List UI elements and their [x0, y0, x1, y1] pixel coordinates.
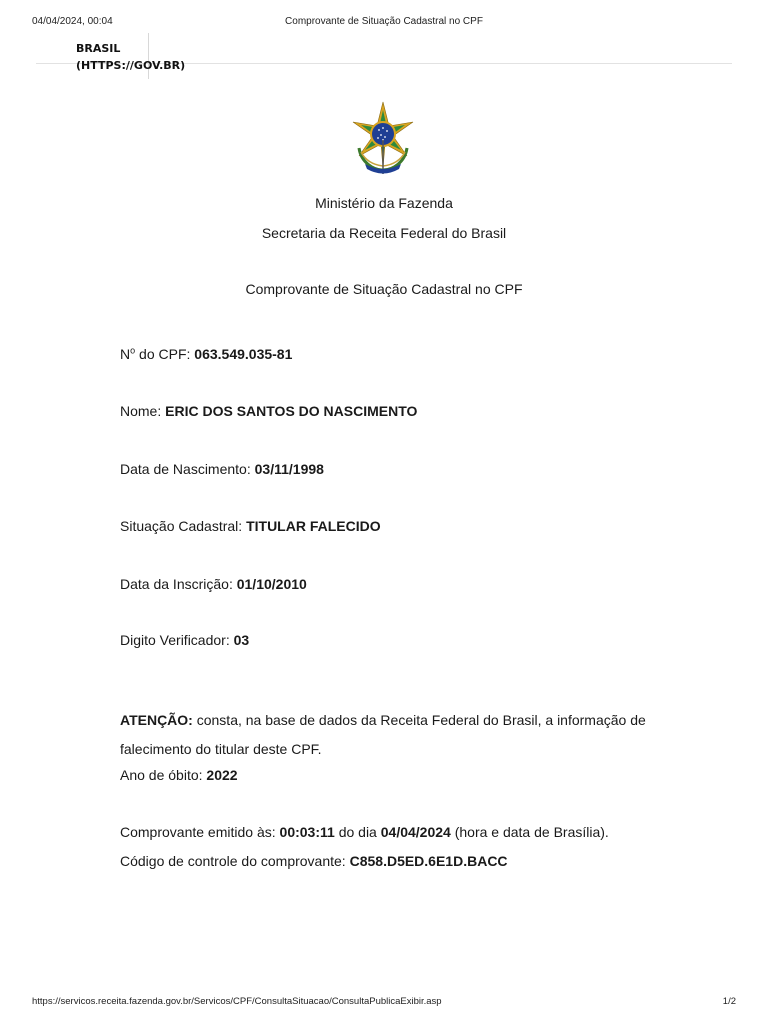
name-field: [120, 403, 417, 419]
attention-label: ATENÇÃO:: [120, 712, 193, 728]
govbr-home-link[interactable]: [76, 40, 186, 74]
check-digit-label: Digito Verificador:: [120, 632, 234, 648]
print-document-title: Comprovante de Situação Cadastral no CPF: [285, 16, 483, 27]
control-code-label: Código de controle do comprovante:: [120, 853, 350, 869]
registration-date-value: 01/10/2010: [236, 576, 307, 592]
emission-middle: do dia: [334, 824, 381, 840]
ministry-heading: Ministério da Fazenda: [315, 195, 453, 211]
print-datetime: 04/04/2024, 00:04: [32, 16, 113, 27]
control-code-value: C858.D5ED.6E1D.BACC: [349, 853, 508, 869]
emission-date: 04/04/2024: [380, 824, 451, 840]
name-label: Nome:: [120, 403, 166, 419]
footer-url: https://servicos.receita.fazenda.gov.br/Servicos/CPF/ConsultaSituacao/ConsultaPublicaExibir.asp: [32, 996, 442, 1007]
registration-date-label: Data da Inscrição:: [120, 576, 237, 592]
registration-status-field: [120, 518, 381, 534]
control-code-field: [120, 853, 508, 869]
cpf-field: [120, 346, 292, 362]
secretariat-heading: Secretaria da Receita Federal do Brasil: [261, 225, 507, 241]
registration-date-field: [120, 576, 307, 592]
emission-suffix: (hora e data de Brasília).: [450, 824, 609, 840]
govbr-link-line1: BRASIL: [76, 42, 121, 55]
birth-date-field: [120, 461, 324, 477]
document-title: Comprovante de Situação Cadastral no CPF: [245, 281, 523, 297]
emission-info: [120, 824, 609, 840]
brazil-coat-of-arms-icon: [345, 100, 421, 176]
registration-status-value: TITULAR FALECIDO: [246, 518, 381, 534]
registration-status-label: Situação Cadastral:: [120, 518, 247, 534]
emission-prefix: Comprovante emitido às:: [120, 824, 280, 840]
cpf-value: 063.549.035-81: [194, 346, 293, 362]
death-year-label: Ano de óbito:: [120, 767, 207, 783]
birth-date-value: 03/11/1998: [254, 461, 324, 477]
death-year-field: [120, 767, 238, 783]
name-value: ERIC DOS SANTOS DO NASCIMENTO: [165, 403, 418, 419]
birth-date-label: Data de Nascimento:: [120, 461, 255, 477]
footer-page-number: 1/2: [722, 996, 736, 1007]
emission-time: 00:03:11: [279, 824, 335, 840]
attention-notice: [120, 706, 680, 764]
cpf-label-sup: o: [130, 345, 136, 356]
attention-text: consta, na base de dados da Receita Federal do Brasil, a informação de falecimento do titular deste CPF.: [120, 712, 646, 757]
death-year-value: 2022: [206, 767, 238, 783]
check-digit-value: 03: [233, 632, 250, 648]
cpf-label-post: do CPF:: [135, 346, 195, 362]
cpf-label-pre: N: [120, 346, 131, 362]
govbr-link-line2: (HTTPS://GOV.BR): [76, 59, 186, 72]
check-digit-field: [120, 632, 249, 648]
